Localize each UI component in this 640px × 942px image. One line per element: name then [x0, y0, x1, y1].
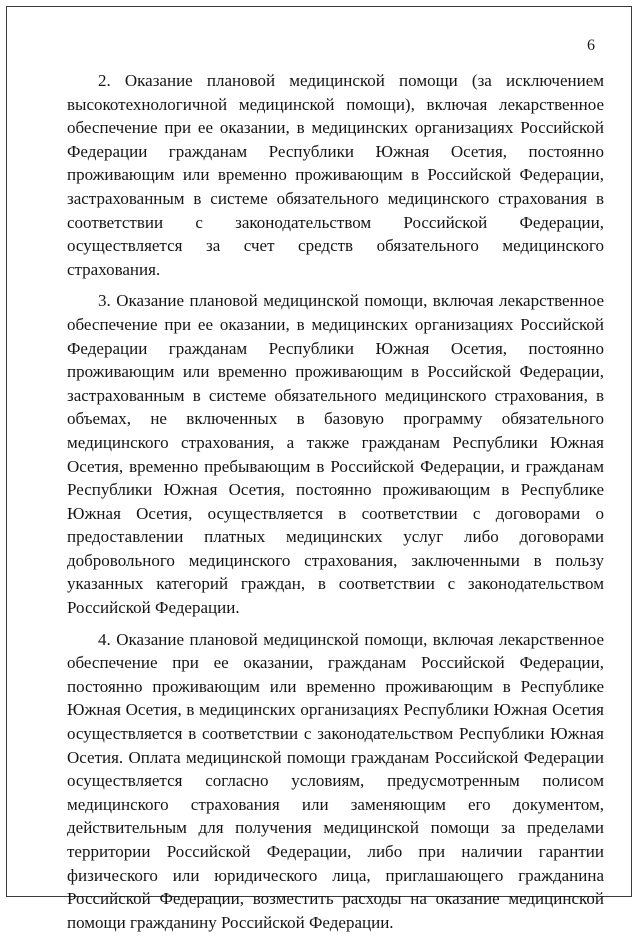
paragraph-2: 2. Оказание плановой медицинской помощи (за исключением высокотехнологичной медицинской помощи), включая лекарственное обеспечение при ее оказании, в медицинских организациях Российской Федерации гражданам Республики Южная Осетия, постоянно проживающим или временно проживающим в Российской Федерации, застрахованным в системе обязательного медицинского страхования в соответствии с законодательством Российской Федерации, осуществляется за счет средств обязательного медицинского страхования. — [67, 71, 604, 279]
document-body — [67, 69, 604, 942]
paragraph-4: 4. Оказание плановой медицинской помощи, включая лекарственное обеспечение при ее оказании, гражданам Российской Федерации, постоянно проживающим или временно проживающим в Республике Южная Осетия, в медицинских организациях Республики Южная Осетия осуществляется в соответствии с законодательством Республики Южная Осетия. Оплата медицинской помощи гражданам Российской Федерации осуществляется согласно условиям, предусмотренным полисом медицинского страхования или заменяющим его документом, действительным для получения медицинской помощи за пределами территории Российской Федерации, либо при наличии гарантии физического или юридического лица, приглашающего гражданина Российской Федерации, возместить расходы на оказание медицинской помощи гражданину Российской Федерации. — [67, 629, 604, 932]
document-page — [6, 6, 632, 932]
page-number: 6 — [587, 37, 595, 54]
paragraph-3: 3. Оказание плановой медицинской помощи, включая лекарственное обеспечение при ее оказании, в медицинских организациях Российской Федерации гражданам Республики Южная Осетия, постоянно проживающим или временно проживающим в Российской Федерации, застрахованным в системе обязательного медицинского страхования, в объемах, не включенных в базовую программу обязательного медицинского страхования, а также гражданам Республики Южная Осетия, временно пребывающим в Российской Федерации, и гражданам Республики Южная Осетия, постоянно проживающим в Республике Южная Осетия, осуществляется в соответствии с договорами о предоставлении платных медицинских услуг либо договорами добровольного медицинского страхования, заключенными в пользу указанных категорий граждан, в соответствии с законодательством Российской Федерации. — [67, 291, 604, 618]
